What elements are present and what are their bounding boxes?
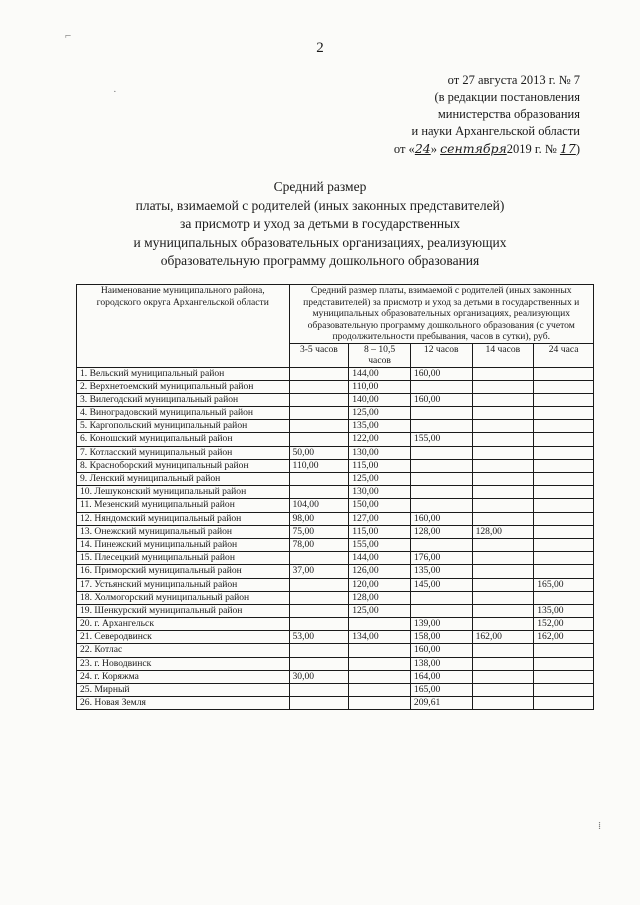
- fee-cell: [472, 538, 534, 551]
- municipality-name: 3. Вилегодский муниципальный район: [77, 393, 290, 406]
- municipality-name: 16. Приморский муниципальный район: [77, 565, 290, 578]
- municipality-name: 21. Северодвинск: [77, 631, 290, 644]
- fee-cell: 144,00: [349, 367, 411, 380]
- fee-cell: 125,00: [349, 407, 411, 420]
- fee-cell: 152,00: [534, 618, 594, 631]
- table-row: [77, 538, 594, 551]
- fee-cell: 134,00: [349, 631, 411, 644]
- stamp-date-day: 24: [414, 141, 431, 156]
- fee-cell: 50,00: [289, 446, 349, 459]
- fee-cell: [289, 433, 349, 446]
- fee-cell: [289, 407, 349, 420]
- scan-mark: ⁞: [598, 820, 602, 832]
- fee-cell: 139,00: [410, 618, 472, 631]
- column-header: 24 часа: [534, 343, 594, 367]
- fee-cell: [534, 538, 594, 551]
- fee-cell: [289, 552, 349, 565]
- fee-cell: 165,00: [410, 684, 472, 697]
- heading-line-4: и муниципальных образовательных организациях, реализующих: [133, 234, 507, 250]
- fee-cell: 138,00: [410, 657, 472, 670]
- fee-cell: [289, 618, 349, 631]
- municipality-name: 20. г. Архангельск: [77, 618, 290, 631]
- municipality-name: 25. Мирный: [77, 684, 290, 697]
- fee-cell: [472, 565, 534, 578]
- table-row: [77, 420, 594, 433]
- heading-line-3: за присмотр и уход за детьми в государственных: [180, 216, 460, 231]
- fee-cell: [472, 473, 534, 486]
- fee-cell: [289, 657, 349, 670]
- fee-cell: 135,00: [349, 420, 411, 433]
- column-header: 14 часов: [472, 343, 534, 367]
- municipality-name: 14. Пинежский муниципальный район: [77, 538, 290, 551]
- fee-cell: 150,00: [349, 499, 411, 512]
- fee-cell: 135,00: [534, 604, 594, 617]
- municipality-name: 4. Виноградовский муниципальный район: [77, 407, 290, 420]
- page-number: 2: [316, 40, 324, 56]
- fee-cell: 127,00: [349, 512, 411, 525]
- column-header: 12 часов: [410, 343, 472, 367]
- fee-cell: 140,00: [349, 393, 411, 406]
- fee-cell: 110,00: [349, 380, 411, 393]
- fee-cell: 165,00: [534, 578, 594, 591]
- table-row: [77, 473, 594, 486]
- municipality-name: 13. Онежский муниципальный район: [77, 525, 290, 538]
- stamp-date-month: сентября: [440, 141, 507, 156]
- stamp-line-4: и науки Архангельской области: [411, 124, 580, 138]
- fee-cell: [534, 591, 594, 604]
- table-row: [77, 565, 594, 578]
- fee-cell: [534, 473, 594, 486]
- fee-cell: 160,00: [410, 512, 472, 525]
- fee-cell: 176,00: [410, 552, 472, 565]
- column-header: 3-5 часов: [289, 343, 349, 367]
- fee-cell: [534, 380, 594, 393]
- fee-cell: [289, 697, 349, 710]
- heading-line-1: Средний размер: [273, 179, 367, 194]
- table-row: [77, 684, 594, 697]
- municipality-name: 1. Вельский муниципальный район: [77, 367, 290, 380]
- fee-cell: [534, 407, 594, 420]
- fee-cell: [534, 644, 594, 657]
- fee-cell: 53,00: [289, 631, 349, 644]
- fee-cell: 145,00: [410, 578, 472, 591]
- municipality-name: 18. Холмогорский муниципальный район: [77, 591, 290, 604]
- table-row: [77, 486, 594, 499]
- scan-mark: ⌐: [65, 30, 72, 42]
- fee-cell: [349, 670, 411, 683]
- municipality-name: 6. Коношский муниципальный район: [77, 433, 290, 446]
- heading-line-5: образовательную программу дошкольного образования: [160, 253, 480, 268]
- stamp-number: 17: [559, 141, 576, 156]
- fee-cell: [349, 697, 411, 710]
- fee-cell: [410, 473, 472, 486]
- column-header: 8 – 10,5 часов: [349, 343, 411, 367]
- fee-cell: [349, 657, 411, 670]
- fee-cell: [410, 407, 472, 420]
- municipality-name: 5. Каргопольский муниципальный район: [77, 420, 290, 433]
- fee-cell: [534, 565, 594, 578]
- municipality-name: 24. г. Коряжма: [77, 670, 290, 683]
- fee-cell: [410, 604, 472, 617]
- stamp-date-year: 2019 г. №: [506, 142, 560, 156]
- fee-cell: 160,00: [410, 644, 472, 657]
- table-row: [77, 618, 594, 631]
- fee-cell: 128,00: [410, 525, 472, 538]
- fee-cell: [349, 644, 411, 657]
- fee-cell: 162,00: [534, 631, 594, 644]
- fee-cell: 158,00: [410, 631, 472, 644]
- municipality-name: 17. Устьянский муниципальный район: [77, 578, 290, 591]
- table-row: [77, 657, 594, 670]
- fee-cell: [472, 670, 534, 683]
- fee-cell: 78,00: [289, 538, 349, 551]
- table-body: [77, 367, 594, 710]
- fee-cell: [289, 393, 349, 406]
- table-row: [77, 644, 594, 657]
- table-row: [77, 499, 594, 512]
- municipality-name: 8. Красноборский муниципальный район: [77, 459, 290, 472]
- fee-cell: [472, 367, 534, 380]
- fee-cell: 125,00: [349, 473, 411, 486]
- municipality-name: 15. Плесецкий муниципальный район: [77, 552, 290, 565]
- fee-cell: [410, 420, 472, 433]
- table-row: [77, 446, 594, 459]
- fee-cell: [534, 525, 594, 538]
- fee-cell: [472, 604, 534, 617]
- fee-cell: 160,00: [410, 367, 472, 380]
- fee-cell: [472, 393, 534, 406]
- fee-cell: [472, 697, 534, 710]
- table-row: [77, 578, 594, 591]
- fee-cell: 144,00: [349, 552, 411, 565]
- fee-cell: [289, 644, 349, 657]
- fee-cell: [289, 380, 349, 393]
- fee-cell: [534, 684, 594, 697]
- table-row: [77, 697, 594, 710]
- stamp-date-mid: »: [430, 142, 441, 156]
- fee-cell: 130,00: [349, 486, 411, 499]
- fee-cell: [472, 446, 534, 459]
- table-header-fee-group: Средний размер платы, взимаемой с родителей (иных законных представителей) за присмотр и уход за детьми в государственных и муниципальных образовательных организациях, реализующих образовательную программу дошкольного образования (с учетом продолжительности пребывания, часов в сутки), руб.: [289, 285, 594, 344]
- fee-cell: [534, 670, 594, 683]
- fee-cell: 98,00: [289, 512, 349, 525]
- table-header-municipality: Наименование муниципального района, городского округа Архангельской области: [77, 285, 290, 368]
- fee-cell: [534, 459, 594, 472]
- fee-cell: [534, 420, 594, 433]
- fee-cell: [410, 486, 472, 499]
- fee-cell: 104,00: [289, 499, 349, 512]
- fee-cell: [472, 657, 534, 670]
- stamp-date-prefix: от «: [393, 142, 415, 156]
- fee-cell: 128,00: [472, 525, 534, 538]
- fee-cell: 115,00: [349, 525, 411, 538]
- municipality-name: 11. Мезенский муниципальный район: [77, 499, 290, 512]
- approval-stamp: [360, 72, 580, 158]
- fee-cell: [472, 420, 534, 433]
- fee-cell: [534, 499, 594, 512]
- fee-cell: [472, 486, 534, 499]
- table-row: [77, 591, 594, 604]
- fee-cell: [534, 697, 594, 710]
- fee-cell: [472, 618, 534, 631]
- municipality-name: 10. Лешуконский муниципальный район: [77, 486, 290, 499]
- municipality-name: 19. Шенкурский муниципальный район: [77, 604, 290, 617]
- fee-cell: [289, 604, 349, 617]
- fee-cell: [289, 486, 349, 499]
- table-row: [77, 512, 594, 525]
- fee-cell: [349, 618, 411, 631]
- fee-cell: [534, 486, 594, 499]
- municipality-name: 12. Няндомский муниципальный район: [77, 512, 290, 525]
- document-heading: [60, 178, 580, 271]
- fee-cell: [472, 433, 534, 446]
- table-row: [77, 459, 594, 472]
- fee-cell: [289, 591, 349, 604]
- fee-cell: 75,00: [289, 525, 349, 538]
- fee-cell: [472, 591, 534, 604]
- stamp-line-2: (в редакции постановления: [434, 90, 580, 104]
- stamp-line-5: [360, 140, 580, 158]
- fee-cell: [534, 512, 594, 525]
- fee-cell: [472, 499, 534, 512]
- fee-cell: [410, 380, 472, 393]
- fee-cell: [472, 512, 534, 525]
- fee-cell: [472, 684, 534, 697]
- fee-cell: [410, 591, 472, 604]
- fee-cell: 130,00: [349, 446, 411, 459]
- fee-cell: [534, 552, 594, 565]
- stamp-line-1: от 27 августа 2013 г. № 7: [447, 73, 580, 87]
- fee-cell: 110,00: [289, 459, 349, 472]
- fee-cell: [289, 684, 349, 697]
- stamp-line-3: министерства образования: [437, 107, 580, 121]
- table-row: [77, 604, 594, 617]
- table-row: [77, 631, 594, 644]
- fee-cell: 160,00: [410, 393, 472, 406]
- fee-cell: [472, 380, 534, 393]
- fee-cell: [410, 446, 472, 459]
- fee-cell: [289, 367, 349, 380]
- municipality-name: 2. Верхнетоемский муниципальный район: [77, 380, 290, 393]
- fee-cell: [534, 393, 594, 406]
- table-row: [77, 552, 594, 565]
- fee-cell: 155,00: [349, 538, 411, 551]
- table-row: [77, 407, 594, 420]
- municipality-name: 22. Котлас: [77, 644, 290, 657]
- municipality-name: 9. Ленский муниципальный район: [77, 473, 290, 486]
- fee-cell: 30,00: [289, 670, 349, 683]
- municipality-name: 7. Котласский муниципальный район: [77, 446, 290, 459]
- fee-cell: [410, 538, 472, 551]
- fee-cell: [289, 473, 349, 486]
- municipality-name: 23. г. Новодвинск: [77, 657, 290, 670]
- fee-cell: 37,00: [289, 565, 349, 578]
- fee-cell: [472, 459, 534, 472]
- fee-cell: [472, 407, 534, 420]
- table-row: [77, 380, 594, 393]
- fee-cell: 128,00: [349, 591, 411, 604]
- fee-table: [76, 284, 594, 710]
- table-row: [77, 393, 594, 406]
- municipality-name: 26. Новая Земля: [77, 697, 290, 710]
- fee-cell: 164,00: [410, 670, 472, 683]
- stamp-date-suffix: ): [575, 142, 580, 156]
- fee-cell: [289, 578, 349, 591]
- fee-cell: [534, 446, 594, 459]
- fee-cell: 209,61: [410, 697, 472, 710]
- fee-cell: [472, 578, 534, 591]
- fee-cell: 135,00: [410, 565, 472, 578]
- fee-cell: 162,00: [472, 631, 534, 644]
- fee-cell: [472, 644, 534, 657]
- fee-cell: 120,00: [349, 578, 411, 591]
- table-row: [77, 367, 594, 380]
- fee-cell: [534, 657, 594, 670]
- table-row: [77, 525, 594, 538]
- table-row: [77, 670, 594, 683]
- fee-cell: [534, 433, 594, 446]
- fee-cell: [410, 499, 472, 512]
- fee-cell: [349, 684, 411, 697]
- fee-cell: [289, 420, 349, 433]
- fee-cell: 125,00: [349, 604, 411, 617]
- fee-cell: 115,00: [349, 459, 411, 472]
- scan-mark: ·: [113, 86, 117, 98]
- fee-cell: [472, 552, 534, 565]
- table-row: [77, 433, 594, 446]
- fee-cell: [410, 459, 472, 472]
- heading-line-2: платы, взимаемой с родителей (иных законных представителей): [135, 197, 505, 213]
- fee-cell: [534, 367, 594, 380]
- fee-cell: 155,00: [410, 433, 472, 446]
- fee-cell: 126,00: [349, 565, 411, 578]
- fee-cell: 122,00: [349, 433, 411, 446]
